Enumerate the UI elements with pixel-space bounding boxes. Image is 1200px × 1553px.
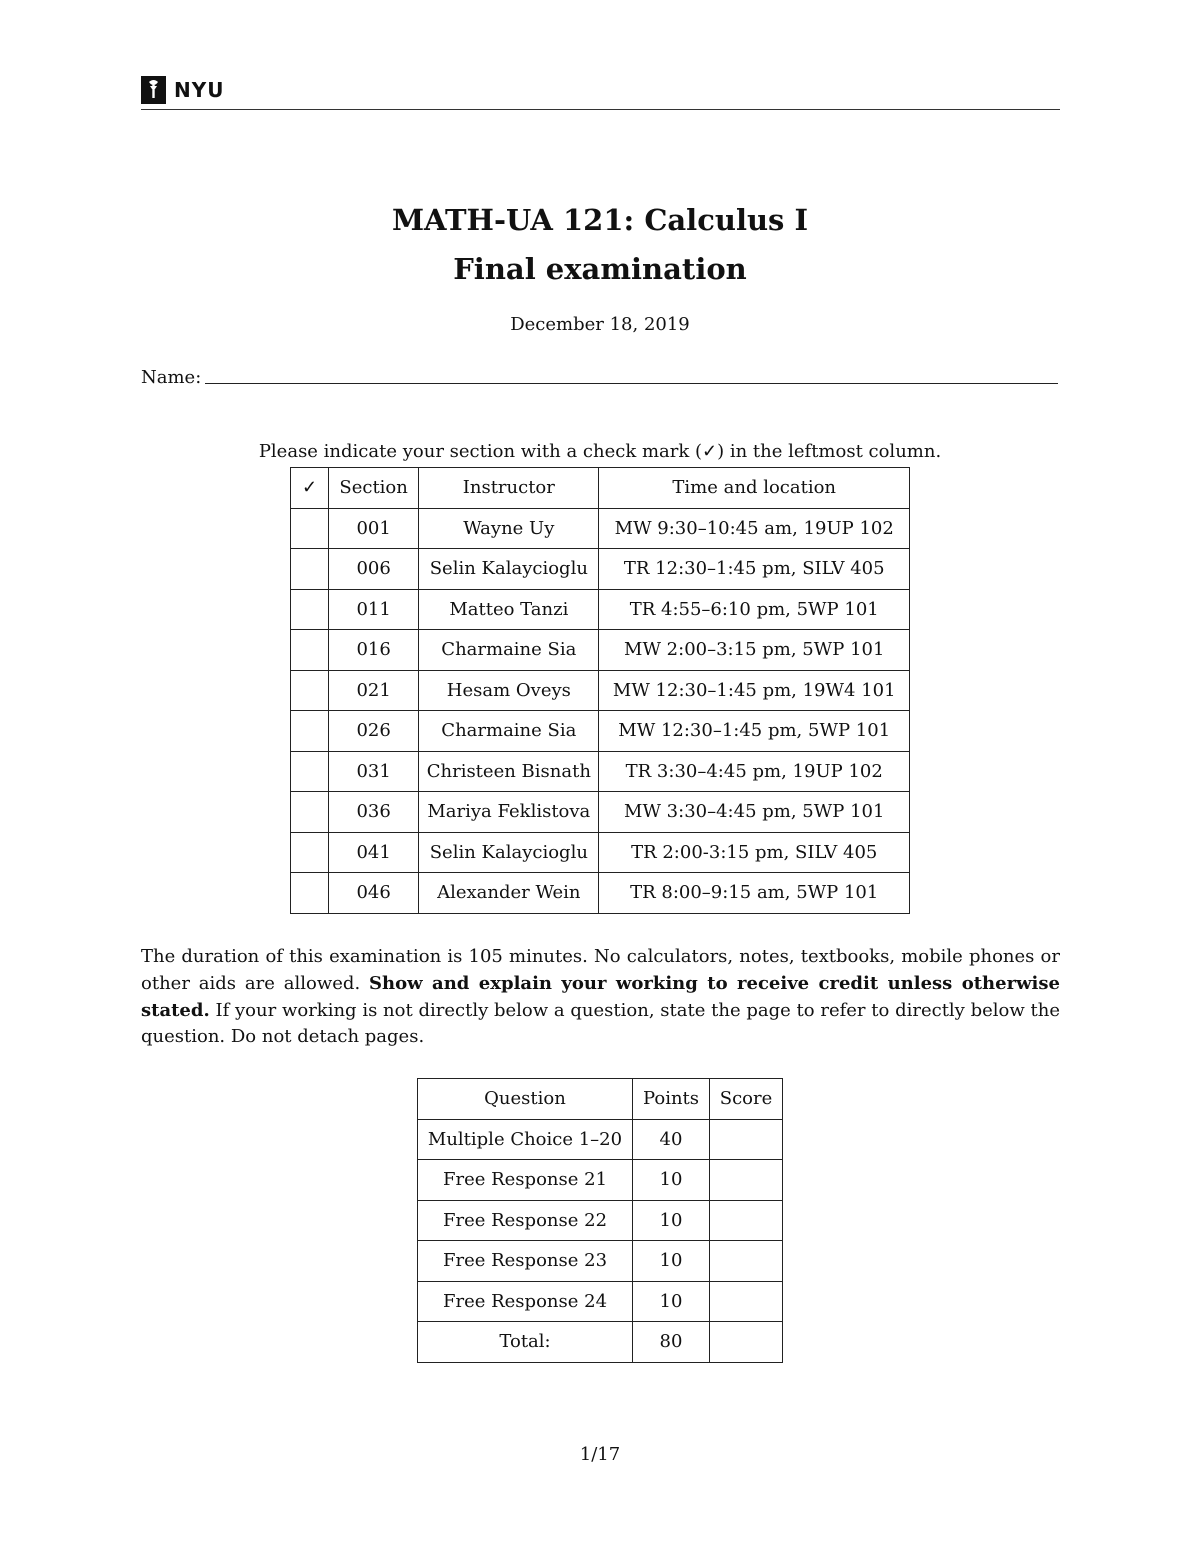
instructor-cell: Selin Kalaycioglu <box>419 832 599 873</box>
time-cell: TR 4:55–6:10 pm, 5WP 101 <box>599 589 910 630</box>
name-label: Name: <box>141 367 202 388</box>
check-cell <box>291 670 329 711</box>
table-row <box>291 873 910 914</box>
table-row <box>291 832 910 873</box>
table-row <box>291 630 910 671</box>
section-cell: 026 <box>329 711 419 752</box>
nyu-logo <box>141 76 224 104</box>
instructor-cell: Christeen Bisnath <box>419 751 599 792</box>
section-cell: 016 <box>329 630 419 671</box>
section-cell: 031 <box>329 751 419 792</box>
instructor-cell: Charmaine Sia <box>419 711 599 752</box>
section-cell: 021 <box>329 670 419 711</box>
check-column-header: ✓ <box>291 468 329 509</box>
points-cell: 10 <box>633 1241 710 1282</box>
time-cell: MW 12:30–1:45 pm, 19W4 101 <box>599 670 910 711</box>
section-column-header: Section <box>329 468 419 509</box>
section-cell: 006 <box>329 549 419 590</box>
time-cell: MW 2:00–3:15 pm, 5WP 101 <box>599 630 910 671</box>
check-cell <box>291 832 329 873</box>
table-row <box>291 751 910 792</box>
question-column-header: Question <box>418 1079 633 1120</box>
check-cell <box>291 508 329 549</box>
exam-instructions-paragraph <box>141 944 1060 1051</box>
table-row <box>418 1322 783 1363</box>
time-cell: MW 12:30–1:45 pm, 5WP 101 <box>599 711 910 752</box>
sections-table <box>290 467 910 914</box>
table-row <box>291 792 910 833</box>
time-cell: MW 3:30–4:45 pm, 5WP 101 <box>599 792 910 833</box>
score-cell <box>710 1322 783 1363</box>
check-cell <box>291 751 329 792</box>
instructions-bold-text: Show and explain your working to receive credit unless otherwise stated. <box>141 972 1060 1021</box>
points-cell: 80 <box>633 1322 710 1363</box>
question-cell: Free Response 23 <box>418 1241 633 1282</box>
check-cell <box>291 792 329 833</box>
instructions-text-2: If your working is not directly below a question, state the page to refer to directly below the question. Do not detach pages. <box>141 999 1060 1048</box>
instructor-column-header: Instructor <box>419 468 599 509</box>
points-cell: 10 <box>633 1281 710 1322</box>
section-cell: 041 <box>329 832 419 873</box>
time-cell: TR 8:00–9:15 am, 5WP 101 <box>599 873 910 914</box>
question-cell: Free Response 21 <box>418 1160 633 1201</box>
check-cell <box>291 711 329 752</box>
score-table <box>417 1078 783 1363</box>
section-cell: 001 <box>329 508 419 549</box>
table-row <box>418 1241 783 1282</box>
table-row <box>291 508 910 549</box>
question-cell: Multiple Choice 1–20 <box>418 1119 633 1160</box>
instructor-cell: Hesam Oveys <box>419 670 599 711</box>
table-row <box>418 1119 783 1160</box>
name-field-line <box>205 383 1058 384</box>
question-cell: Free Response 24 <box>418 1281 633 1322</box>
points-column-header: Points <box>633 1079 710 1120</box>
exam-title: Final examination <box>453 252 747 286</box>
points-cell: 10 <box>633 1200 710 1241</box>
section-instruction: Please indicate your section with a check mark (✓) in the leftmost column. <box>258 441 942 462</box>
page-number: 1/17 <box>579 1444 621 1465</box>
logo-text: NYU <box>174 78 225 102</box>
exam-date: December 18, 2019 <box>510 314 690 335</box>
table-row <box>291 711 910 752</box>
time-column-header: Time and location <box>599 468 910 509</box>
score-header-row <box>418 1079 783 1120</box>
check-cell <box>291 589 329 630</box>
check-cell <box>291 549 329 590</box>
instructor-cell: Mariya Feklistova <box>419 792 599 833</box>
table-row <box>291 549 910 590</box>
torch-icon <box>141 76 166 104</box>
time-cell: TR 3:30–4:45 pm, 19UP 102 <box>599 751 910 792</box>
check-cell <box>291 630 329 671</box>
score-cell <box>710 1241 783 1282</box>
course-title: MATH-UA 121: Calculus I <box>391 203 809 237</box>
points-cell: 10 <box>633 1160 710 1201</box>
table-row <box>418 1200 783 1241</box>
instructor-cell: Matteo Tanzi <box>419 589 599 630</box>
table-row <box>418 1160 783 1201</box>
instructor-cell: Selin Kalaycioglu <box>419 549 599 590</box>
instructor-cell: Alexander Wein <box>419 873 599 914</box>
section-cell: 046 <box>329 873 419 914</box>
score-cell <box>710 1160 783 1201</box>
instructor-cell: Charmaine Sia <box>419 630 599 671</box>
table-row <box>418 1281 783 1322</box>
question-cell: Total: <box>418 1322 633 1363</box>
sections-header-row <box>291 468 910 509</box>
score-cell <box>710 1281 783 1322</box>
table-row <box>291 589 910 630</box>
section-cell: 036 <box>329 792 419 833</box>
score-cell <box>710 1119 783 1160</box>
question-cell: Free Response 22 <box>418 1200 633 1241</box>
check-cell <box>291 873 329 914</box>
score-column-header: Score <box>710 1079 783 1120</box>
points-cell: 40 <box>633 1119 710 1160</box>
instructions-text-1: The duration of this examination is 105 minutes. No calculators, notes, textbooks, mobile phones or other aids are allowed. <box>141 946 1060 994</box>
instructor-cell: Wayne Uy <box>419 508 599 549</box>
score-cell <box>710 1200 783 1241</box>
table-row <box>291 670 910 711</box>
time-cell: TR 2:00-3:15 pm, SILV 405 <box>599 832 910 873</box>
time-cell: MW 9:30–10:45 am, 19UP 102 <box>599 508 910 549</box>
time-cell: TR 12:30–1:45 pm, SILV 405 <box>599 549 910 590</box>
header-rule <box>141 109 1060 110</box>
section-cell: 011 <box>329 589 419 630</box>
